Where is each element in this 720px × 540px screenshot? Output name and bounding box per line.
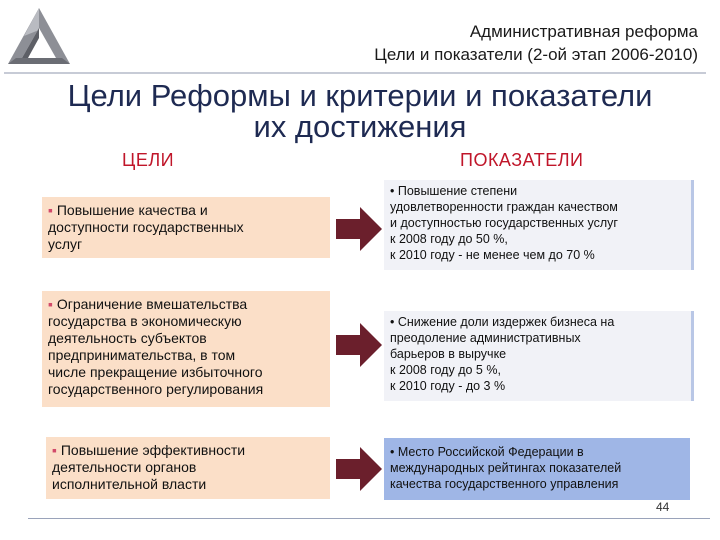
title-line2: их достижения <box>253 109 467 144</box>
indicator-2-line-5: к 2010 году - до 3 % <box>390 379 506 393</box>
goal-2-line-3: деятельность субъектов <box>48 330 207 346</box>
indicator-3-line-1: • Место Российской Федерации в <box>390 445 584 459</box>
arrow-right-icon <box>336 323 382 367</box>
page-number: 44 <box>656 500 670 514</box>
indicator-1-line-5: к 2010 году - не менее чем до 70 % <box>390 248 595 262</box>
indicator-3-line-2: международных рейтингах показателей <box>390 461 622 475</box>
goal-box-2 <box>42 291 330 407</box>
goal-3-line-2: деятельности органов <box>52 459 197 475</box>
goal-3-line-1: ▪ Повышение эффективности <box>52 442 246 458</box>
goal-2-line-4: предпринимательства, в том <box>48 347 236 363</box>
indicator-2-line-3: барьеров в выручке <box>390 347 507 361</box>
indicator-2-line-1: • Снижение доли издержек бизнеса на <box>390 315 615 329</box>
bullet-icon: ▪ <box>48 202 53 218</box>
goals-heading: ЦЕЛИ <box>122 150 175 170</box>
indicator-2-line-4: к 2008 году до 5 %, <box>390 363 501 377</box>
goal-1-line-1: ▪ Повышение качества и <box>48 202 208 218</box>
header-divider <box>4 72 706 74</box>
footer-divider <box>28 518 710 519</box>
goal-box-1 <box>42 197 330 258</box>
goal-1-line-3: услуг <box>48 236 83 252</box>
logo-triangle-icon <box>6 6 72 66</box>
indicator-2-line-2: преодоление административных <box>390 331 581 345</box>
indicator-3-line-3: качества государственного управления <box>390 477 619 491</box>
arrow-right-icon <box>336 207 382 251</box>
goal-1-line-2: доступности государственных <box>48 219 244 235</box>
goal-box-3 <box>46 437 330 499</box>
header <box>374 20 698 66</box>
indicator-box-1 <box>384 180 694 270</box>
header-line1: Административная реформа <box>469 22 698 41</box>
indicator-1-line-2: удовлетворенности граждан качеством <box>390 200 618 214</box>
goal-3-line-3: исполнительной власти <box>52 476 207 492</box>
slide-title <box>40 80 680 142</box>
indicator-box-3 <box>384 438 690 500</box>
arrow-right-icon <box>336 447 382 491</box>
indicator-box-2 <box>384 311 694 401</box>
goal-2-line-1: ▪ Ограничение вмешательства <box>48 296 248 312</box>
indicator-1-line-1: • Повышение степени <box>390 184 518 198</box>
goal-2-line-2: государства в экономическую <box>48 313 242 329</box>
indicator-1-line-4: к 2008 году до 50 %, <box>390 232 508 246</box>
title-line1: Цели Реформы и критерии и показатели <box>67 78 653 113</box>
header-line2: Цели и показатели (2-ой этап 2006-2010) <box>374 45 698 64</box>
goal-2-line-6: государственного регулирования <box>48 381 264 397</box>
indicator-1-line-3: и доступностью государственных услуг <box>390 216 618 230</box>
goal-2-line-5: числе прекращение избыточного <box>48 364 263 380</box>
indicators-heading: ПОКАЗАТЕЛИ <box>460 150 584 170</box>
